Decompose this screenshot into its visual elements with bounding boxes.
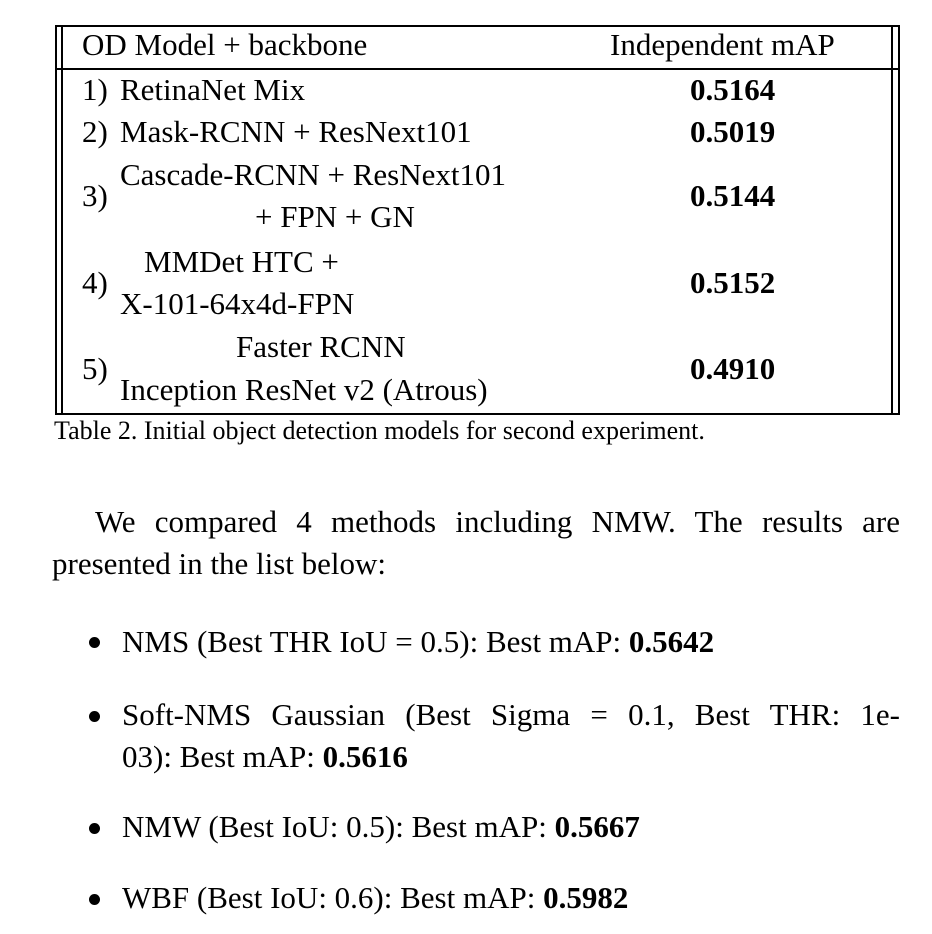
row-model-line2: Inception ResNet v2 (Atrous) — [120, 372, 488, 407]
list-item-value: 0.5616 — [322, 739, 408, 774]
row-map-value: 0.5164 — [690, 72, 776, 107]
row-number: 5) — [82, 351, 108, 386]
row-model: RetinaNet Mix — [120, 72, 306, 107]
table-border-left-inner — [61, 25, 63, 415]
list-item-value: 0.5667 — [554, 809, 640, 844]
list-item-label-line2: 03): Best mAP: — [122, 739, 323, 774]
row-model-line1: Cascade-RCNN + ResNext101 — [120, 157, 506, 192]
body-paragraph: We compared 4 methods including NMW. The results are presented in the list below: — [52, 504, 900, 581]
list-item-text — [122, 806, 900, 848]
row-number: 4) — [82, 265, 108, 300]
row-number: 3) — [82, 178, 108, 213]
row-map-value: 0.5152 — [690, 265, 776, 300]
bullet-icon — [89, 711, 100, 722]
table-header-metric: Independent mAP — [610, 27, 835, 62]
table-border-left-outer — [55, 25, 57, 415]
list-item-label: WBF (Best IoU: 0.6): Best mAP: — [122, 880, 544, 915]
table-border-right-outer — [898, 25, 900, 415]
row-model-line2: X-101-64x4d-FPN — [120, 286, 355, 321]
list-item-value: 0.5982 — [543, 880, 629, 915]
table-border-right-inner — [891, 25, 893, 415]
table-header-model: OD Model + backbone — [82, 27, 368, 62]
list-item-value: 0.5642 — [628, 624, 715, 659]
row-map-value: 0.5144 — [690, 178, 776, 213]
bullet-icon — [89, 894, 100, 905]
list-item-text — [122, 877, 900, 919]
list-item-label: NMW (Best IoU: 0.5): Best mAP: — [122, 809, 555, 844]
row-number: 1) — [82, 72, 108, 107]
row-model-line1: Faster RCNN — [236, 329, 406, 364]
list-item-text — [122, 621, 900, 663]
row-map-value: 0.4910 — [690, 351, 776, 386]
bullet-icon — [89, 823, 100, 834]
bullet-icon — [89, 637, 100, 648]
row-map-value: 0.5019 — [690, 114, 776, 149]
list-item-label: NMS (Best THR IoU = 0.5): Best mAP: — [122, 624, 629, 659]
list-item-text — [122, 694, 900, 778]
table-caption: Table 2. Initial object detection models for second experiment. — [54, 416, 705, 445]
row-number: 2) — [82, 114, 108, 149]
row-model-line1: MMDet HTC + — [144, 244, 339, 279]
row-model: Mask-RCNN + ResNext101 — [120, 114, 472, 149]
row-model-line2: + FPN + GN — [255, 199, 415, 234]
list-item-label-line1: Soft-NMS Gaussian (Best Sigma = 0.1, Best THR: 1e- — [122, 697, 900, 732]
results-table — [55, 25, 900, 415]
